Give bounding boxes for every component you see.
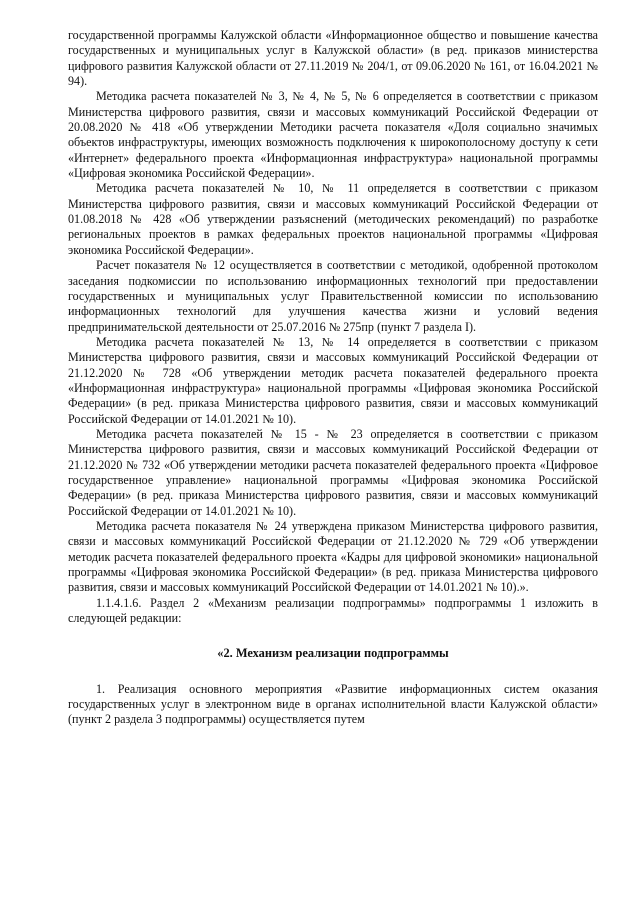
paragraph-method-3-6: Методика расчета показателей № 3, № 4, № 5, № 6 определяется в соответствии с приказом Министерства цифрового развития, связи и массовых коммуникаций Российской Федерации от 20.08.2020 № 418 «Об утверждении Методики расчета показателя «Доля социально значимых объектов инфраструктуры, имеющих возможность подключения к широкополосному доступу к сети «Интернет» федерального проекта «Информационная инфраструктура» национальной программы «Цифровая экономика Российской Федерации».	[68, 89, 598, 181]
paragraph-method-10-11: Методика расчета показателей № 10, № 11 определяется в соответствии с приказом Министерства цифрового развития, связи и массовых коммуникаций Российской Федерации от 01.08.2018 № 428 «Об утверждении разъяснений (методических рекомендаций) по разработке региональных проектов в рамках федеральных проектов национальной программы «Цифровая экономика Российской Федерации».	[68, 181, 598, 257]
paragraph-continuation: государственной программы Калужской области «Информационное общество и повышение качества государственных и муниципальных услуг в Калужской области» (в ред. приказов министерства цифрового развития Калужской области от 27.11.2019 № 204/1, от 09.06.2020 № 161, от 16.04.2021 № 94).	[68, 28, 598, 89]
paragraph-method-24: Методика расчета показателя № 24 утверждена приказом Министерства цифрового развития, связи и массовых коммуникаций Российской Федерации от 21.12.2020 № 729 «Об утверждении методик расчета показателей федерального проекта «Кадры для цифровой экономики» национальной программы «Цифровая экономика Российской Федерации» (в ред. приказа Министерства цифрового развития, связи и массовых коммуникаций Российской Федерации от 14.01.2021 № 10).».	[68, 519, 598, 595]
paragraph-implementation: 1. Реализация основного мероприятия «Развитие информационных систем оказания государственных услуг в электронном виде в органах исполнительной власти Калужской области» (пункт 2 раздела 3 подпрограммы) осуществляется путем	[68, 681, 598, 727]
document-page	[68, 28, 598, 728]
paragraph-calc-12: Расчет показателя № 12 осуществляется в соответствии с методикой, одобренной протоколом заседания подкомиссии по использованию информационных технологий при предоставлении государственных и муниципальных услуг Правительственной комиссии по использованию информационных технологий для улучшения качества жизни и условий ведения предпринимательской деятельности от 25.07.2016 № 275пр (пункт 7 раздела I).	[68, 258, 598, 334]
paragraph-method-13-14: Методика расчета показателей № 13, № 14 определяется в соответствии с приказом Министерства цифрового развития, связи и массовых коммуникаций Российской Федерации от 21.12.2020 № 728 «Об утверждении методик расчета показателей федерального проекта «Информационная инфраструктура» национальной программы «Цифровая экономика Российской Федерации» (в ред. приказа Министерства цифрового развития, связи и массовых коммуникаций Российской Федерации от 14.01.2021 № 10).	[68, 334, 598, 426]
paragraph-section-change: 1.1.4.1.6. Раздел 2 «Механизм реализации подпрограммы» подпрограммы 1 изложить в следующей редакции:	[68, 595, 598, 626]
section-heading: «2. Механизм реализации подпрограммы	[217, 646, 449, 661]
paragraph-method-15-23: Методика расчета показателей № 15 - № 23 определяется в соответствии с приказом Министерства цифрового развития, связи и массовых коммуникаций Российской Федерации от 21.12.2020 № 732 «Об утверждении методики расчета показателей федерального проекта «Цифровое государственное управление» национальной программы «Цифровая экономика Российской Федерации» (в ред. приказа Министерства цифрового развития, связи и массовых коммуникаций Российской Федерации от 14.01.2021 № 10).	[68, 426, 598, 518]
